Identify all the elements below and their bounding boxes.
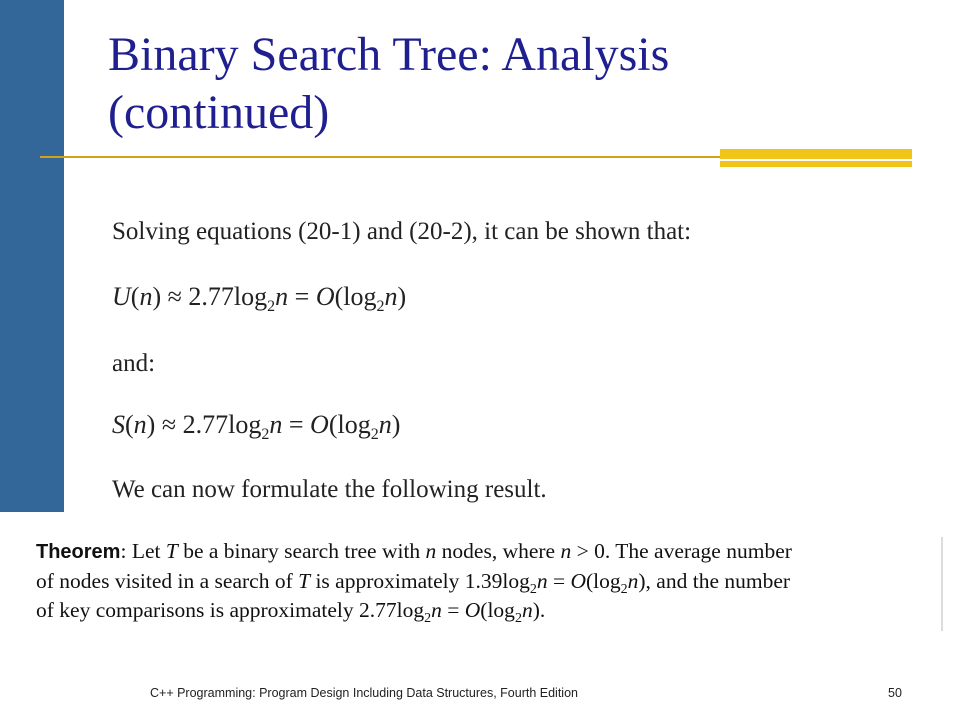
theorem-text: ). — [532, 598, 546, 622]
title-line-1: Binary Search Tree: Analysis — [108, 28, 670, 81]
eq-s-approx: ≈ — [161, 410, 177, 439]
theorem-var: T — [298, 569, 311, 593]
theorem-text: = — [547, 569, 571, 593]
eq-u-approx: ≈ — [167, 282, 182, 311]
theorem-text: (log — [480, 598, 515, 622]
page-number: 50 — [888, 686, 902, 700]
eq-u-bigo: O — [315, 282, 335, 311]
theorem-sub: 2 — [424, 611, 432, 626]
theorem-text: of nodes visited in a search of — [36, 569, 299, 593]
eq-s-bigo: O — [310, 410, 329, 439]
theorem-text: is approximately 1.39log — [310, 569, 530, 593]
eq-s-equals: = — [288, 410, 304, 439]
eq-s-var: n — [269, 410, 283, 439]
eq-u-var2: n — [384, 282, 398, 311]
slide-title — [108, 26, 868, 142]
theorem-text: of key comparisons is approximately 2.77log — [36, 598, 425, 622]
eq-u-log: log — [233, 282, 268, 311]
eq-s-base2: 2 — [370, 426, 379, 443]
theorem-sub: 2 — [620, 582, 628, 597]
theorem-text: be a binary search tree with — [177, 539, 426, 563]
eq-u-arg: n — [139, 282, 153, 311]
eq-u-open2: ( — [334, 282, 344, 311]
theorem-box — [36, 537, 943, 631]
theorem-var: O — [570, 569, 586, 593]
theorem-var: n — [521, 598, 533, 622]
eq-s-log2: log — [337, 410, 371, 439]
eq-s-open2: ( — [328, 410, 338, 439]
eq-u-coef: 2.77 — [188, 282, 234, 311]
theorem-var: T — [165, 539, 178, 563]
equation-u — [112, 282, 407, 315]
eq-u-equals: = — [294, 282, 310, 311]
eq-s-open: ( — [125, 410, 134, 439]
eq-u-close: ) — [152, 282, 162, 311]
eq-s-close: ) — [146, 410, 156, 439]
theorem-sub: 2 — [514, 611, 522, 626]
eq-u-close2: ) — [397, 282, 407, 311]
theorem-line-2 — [36, 567, 941, 596]
title-line-2: (continued) — [108, 86, 330, 139]
eq-u-fn: U — [112, 282, 131, 311]
intro-text: Solving equations (20-1) and (20-2), it can be shown that: — [112, 218, 692, 245]
title-accent-stripe — [720, 159, 912, 161]
theorem-var: n — [425, 539, 437, 563]
theorem-line-1 — [36, 537, 941, 567]
eq-u-base2: 2 — [376, 298, 385, 315]
theorem-text: = — [441, 598, 465, 622]
eq-s-arg: n — [133, 410, 147, 439]
theorem-text: (log — [586, 569, 621, 593]
theorem-var: n — [431, 598, 442, 622]
eq-s-var2: n — [378, 410, 392, 439]
equation-s — [112, 410, 401, 443]
theorem-text: > 0. The average number — [571, 539, 792, 563]
theorem-sub: 2 — [529, 582, 537, 597]
theorem-text: ), and the number — [638, 569, 791, 593]
theorem-label: Theorem — [36, 541, 121, 563]
left-accent-bar — [0, 0, 64, 512]
theorem-text: : Let — [120, 539, 166, 563]
eq-u-base: 2 — [267, 298, 276, 315]
theorem-text: nodes, where — [436, 539, 561, 563]
theorem-var: n — [560, 539, 572, 563]
footer-text: C++ Programming: Program Design Including Data Structures, Fourth Edition — [150, 686, 578, 700]
result-text: We can now formulate the following result. — [112, 476, 547, 503]
and-text: and: — [112, 350, 156, 377]
eq-s-coef: 2.77 — [182, 410, 229, 439]
eq-u-log2: log — [343, 282, 377, 311]
theorem-line-3 — [36, 596, 941, 625]
eq-s-close2: ) — [391, 410, 401, 439]
eq-s-fn: S — [112, 410, 125, 439]
eq-u-var: n — [275, 282, 289, 311]
theorem-var: n — [627, 569, 639, 593]
theorem-var: n — [536, 569, 548, 593]
eq-u-open: ( — [130, 282, 140, 311]
eq-s-base: 2 — [261, 426, 270, 443]
title-accent-block — [720, 149, 912, 167]
eq-s-log: log — [228, 410, 262, 439]
theorem-var: O — [464, 598, 481, 622]
